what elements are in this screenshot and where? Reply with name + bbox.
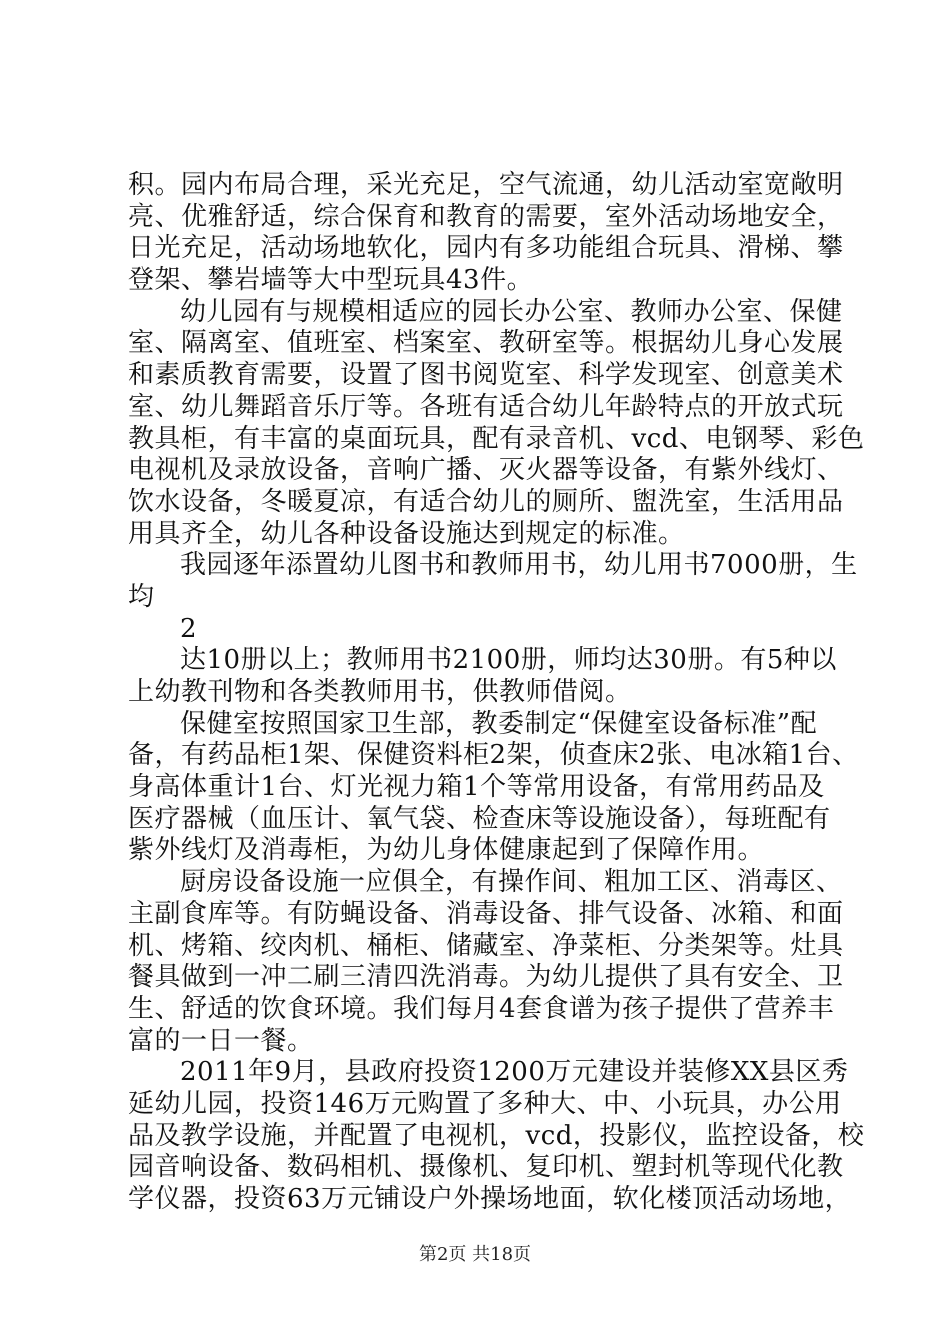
text-line: 生、舒适的饮食环境。我们每月4套食谱为孩子提供了营养丰: [128, 993, 835, 1024]
text-line: 餐具做到一冲二刷三清四洗消毒。为幼儿提供了具有安全、卫: [128, 962, 844, 993]
text-line: 积。园内布局合理，采光充足，空气流通，幼儿活动室宽敞明: [128, 170, 844, 200]
text-line: 保健室按照国家卫生部，教委制定“保健室设备标准”配: [180, 708, 818, 739]
text-line: 达10册以上；教师用书2100册，师均达30册。有5种以: [180, 645, 837, 676]
text-line: 登架、攀岩墙等大中型玩具43件。: [128, 265, 534, 296]
text-line: 2011年9月，县政府投资1200万元建设并装修XX县区秀: [180, 1057, 849, 1088]
text-line: 厨房设备设施一应俱全，有操作间、粗加工区、消毒区、: [180, 867, 843, 898]
text-line: 品及教学设施，并配置了电视机，vcd，投影仪，监控设备，校: [128, 1120, 865, 1151]
page-footer: 第2页 共18页: [418, 1244, 532, 1265]
text-line: 室、隔离室、值班室、档案室、教研室等。根据幼儿身心发展: [128, 328, 844, 359]
text-line: 和素质教育需要，设置了图书阅览室、科学发现室、创意美术: [128, 360, 844, 391]
text-line: 紫外线灯及消毒柜，为幼儿身体健康起到了保障作用。: [128, 835, 765, 866]
text-line: 电视机及录放设备，音响广播、灭火器等设备，有紫外线灯、: [128, 455, 844, 486]
text-line: 富的一日一餐。: [128, 1025, 314, 1056]
text-line: 教具柜，有丰富的桌面玩具，配有录音机、vcd、电钢琴、彩色: [128, 423, 865, 454]
text-line: 学仪器，投资63万元铺设户外操场地面，软化楼顶活动场地，: [128, 1184, 852, 1214]
text-line: 医疗器械（血压计、氧气袋、检查床等设施设备），每班配有: [128, 803, 831, 834]
text-line: 机、烤箱、绞肉机、桶柜、储藏室、净菜柜、分类架等。灶具: [128, 930, 844, 961]
text-line: 室、幼儿舞蹈音乐厅等。各班有适合幼儿年龄特点的开放式玩: [128, 391, 844, 422]
text-line: 亮、优雅舒适，综合保育和教育的需要，室外活动场地安全，: [128, 201, 844, 232]
text-line: 延幼儿园，投资146万元购置了多种大、中、小玩具，办公用: [128, 1088, 842, 1119]
text-line: 身高体重计1台、灯光视力箱1个等常用设备，有常用药品及: [128, 772, 825, 803]
text-line: 备，有药品柜1架、保健资料柜2架，侦查床2张、电冰箱1台、: [128, 740, 859, 771]
text-line: 饮水设备，冬暖夏凉，有适合幼儿的厕所、盥洗室，生活用品: [128, 486, 844, 517]
text-line: 我园逐年添置幼儿图书和教师用书，幼儿用书7000册，生: [180, 550, 858, 581]
text-line: 用具齐全，幼儿各种设备设施达到规定的标准。: [128, 518, 685, 549]
document-body: [128, 170, 865, 1216]
text-line: 日光充足，活动场地软化，园内有多功能组合玩具、滑梯、攀: [128, 233, 844, 264]
text-line: 上幼教刊物和各类教师用书，供教师借阅。: [128, 677, 632, 707]
text-line: 主副食库等。有防蝇设备、消毒设备、排气设备、冰箱、和面: [128, 898, 844, 929]
text-line: 幼儿园有与规模相适应的园长办公室、教师办公室、保健: [180, 296, 843, 327]
text-line: 均: [128, 581, 155, 612]
text-line: 园音响设备、数码相机、摄像机、复印机、塑封机等现代化教: [128, 1152, 844, 1183]
text-line: 2: [180, 613, 198, 644]
